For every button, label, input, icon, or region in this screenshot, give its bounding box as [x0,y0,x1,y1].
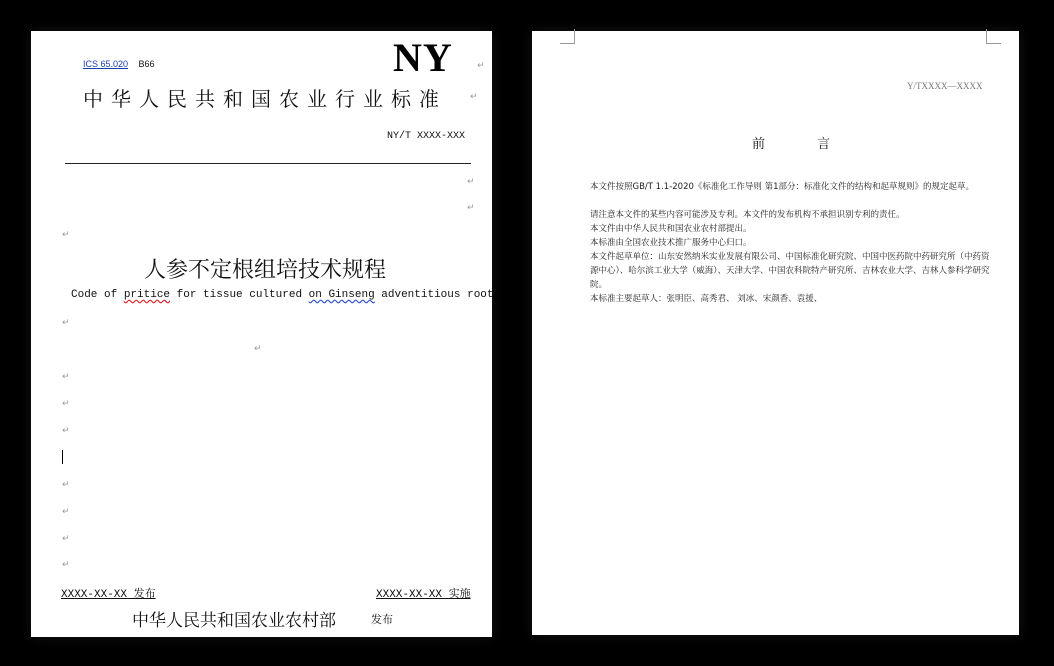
grammar-check-words: on Ginseng [308,289,375,301]
paragraph-mark: ↵ [467,203,475,213]
ny-logo: NY [393,35,453,80]
paragraph-mark: ↵ [62,534,70,544]
paragraph-mark: ↵ [62,480,70,490]
crop-mark [560,29,575,44]
divider [65,163,471,164]
paragraph-mark: ↵ [62,318,70,328]
text-cursor[interactable] [62,450,63,464]
cover-page [31,31,492,637]
foreword-line: 本文件起草单位：山东安然纳米实业发展有限公司、中国标准化研究院、中国中医药院中药研究所（中药资源中心）、哈尔滨工业大学（威海）、天津大学、中国农科院特产研究所、吉林农业大学、吉林人参科学研究院。 [590,252,990,290]
foreword-line: 本标准由全国农业技术推广服务中心归口。 [590,238,752,248]
issuing-ministry: 中华人民共和国农业农村部 [132,611,336,631]
foreword-paragraph [560,180,990,194]
paragraph-mark: ↵ [62,507,70,517]
implement-date: XXXX-XX-XX 实施 [376,589,471,601]
publish-date: XXXX-XX-XX 发布 [61,589,156,601]
paragraph-mark: ↵ [477,61,485,71]
foreword-paragraph [560,250,990,292]
paragraph-mark: ↵ [62,230,70,240]
crop-mark [986,29,1001,44]
issued-label: 发布 [371,613,393,626]
header-code: Y/TXXXX—XXXX [907,81,983,91]
foreword-line: 请注意本文件的某些内容可能涉及专利。本文件的发布机构不承担识别专利的责任。 [590,210,905,220]
paragraph-mark: ↵ [62,560,70,570]
foreword-heading: 前 言 [752,137,855,152]
ccs-code: B66 [138,59,155,69]
paragraph-mark: ↵ [62,372,70,382]
standard-code: NY/T XXXX-XXX [387,131,466,142]
paragraph-mark: ↵ [470,92,478,102]
paragraph-mark: ↵ [62,426,70,436]
english-title-part: adventitious root [374,289,494,301]
paragraph-mark: ↵ [467,177,475,187]
english-title-part: Code of [71,289,124,301]
foreword-line: 本文件由中华人民共和国农业农村部提出。 [590,224,752,234]
foreword-paragraph [560,208,990,222]
english-title [71,289,494,301]
foreword-paragraph [560,292,990,306]
ics-code: ICS 65.020 [83,59,129,69]
foreword-paragraph [560,236,990,250]
ics-classification [83,59,155,69]
foreword-line: 本标准主要起草人：张明臣、高秀君、 刘冰、宋颜香、袁援、 [590,294,823,304]
foreword-line: 本文件按照GB/T 1.1-2020《标准化工作导则 第1部分：标准化文件的结构和起草规则》的规定起草。 [590,182,975,192]
paragraph-mark: ↵ [62,399,70,409]
english-title-part: for tissue cultured [170,289,309,301]
document-title: 人参不定根组培技术规程 [144,258,387,283]
standard-title: 中华人民共和国农业行业标准 [83,87,447,111]
foreword-page [532,31,1019,635]
foreword-paragraph [560,222,990,236]
spellcheck-word: pritice [123,289,171,301]
paragraph-mark: ↵ [254,344,262,354]
